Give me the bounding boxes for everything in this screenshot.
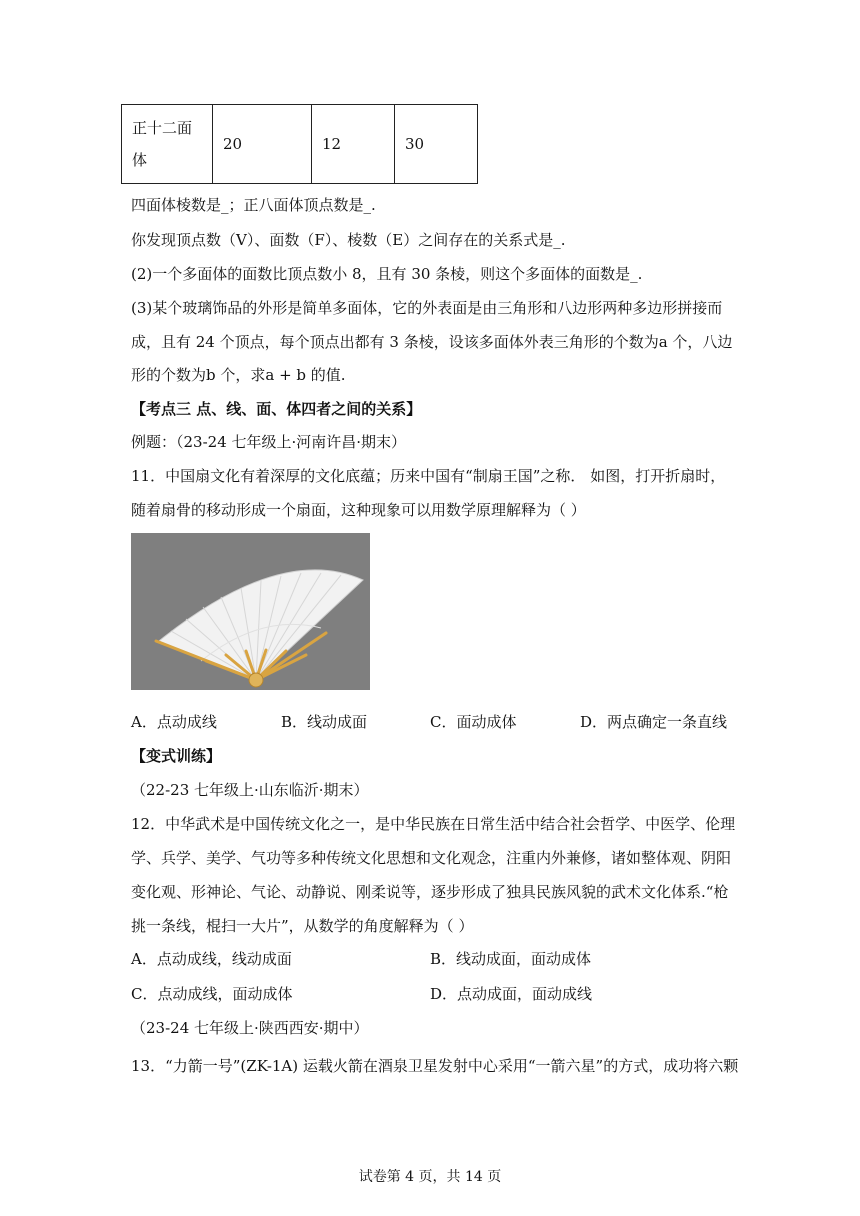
question-12-line: 变化观、形神论、气论、动静说、刚柔说等，逐步形成了独具民族风貌的武术文化体系.“枪 bbox=[131, 883, 729, 901]
folding-fan-image bbox=[131, 533, 370, 690]
option-C: C．点动成线，面动成体 bbox=[131, 985, 293, 1003]
option-C: C．面动成体 bbox=[430, 713, 517, 731]
question-11-line: 随着扇骨的移动形成一个扇面，这种现象可以用数学原理解释为（ ） bbox=[131, 501, 586, 519]
text-line: 成，且有 24 个顶点，每个顶点出都有 3 条棱，设该多面体外表三角形的个数为a 个，八边 bbox=[131, 333, 733, 351]
example-label: 例题：（23-24 七年级上·河南许昌·期末） bbox=[131, 433, 407, 451]
source-label: （23-24 七年级上·陕西西安·期中） bbox=[131, 1019, 369, 1037]
table-cell-vertices: 20 bbox=[213, 105, 312, 184]
table-cell-edges: 30 bbox=[395, 105, 478, 184]
question-12-line: 学、兵学、美学、气功等多种传统文化思想和文化观念，注重内外兼修，诸如整体观、阴阳 bbox=[131, 849, 732, 867]
text-line: 形的个数为b 个，求a + b 的值. bbox=[131, 366, 346, 384]
option-D: D．两点确定一条直线 bbox=[580, 713, 728, 731]
text-line: 你发现顶点数（V）、面数（F）、棱数（E）之间存在的关系式是_. bbox=[131, 231, 566, 249]
option-B: B．线动成面 bbox=[281, 713, 368, 731]
text-line: (2)一个多面体的面数比顶点数小 8，且有 30 条棱，则这个多面体的面数是_. bbox=[131, 265, 643, 283]
question-13-line: 13．“力箭一号”(ZK-1A) 运载火箭在酒泉卫星发射中心采用“一箭六星”的方式，成功将六颗 bbox=[131, 1057, 739, 1075]
page-footer: 试卷第 4 页，共 14 页 bbox=[358, 1169, 502, 1185]
table-cell-name: 正十二面 体 bbox=[122, 105, 213, 184]
question-11-line: 11．中国扇文化有着深厚的文化底蕴；历来中国有“制扇王国”之称． 如图，打开折扇时， bbox=[131, 467, 726, 485]
option-B: B．线动成面，面动成体 bbox=[430, 950, 592, 968]
source-label: （22-23 七年级上·山东临沂·期末） bbox=[131, 781, 369, 799]
question-12-line: 挑一条线，棍扫一大片”，从数学的角度解释为（ ） bbox=[131, 917, 474, 935]
variant-heading: 【变式训练】 bbox=[131, 747, 222, 765]
text-line: 四面体棱数是_；正八面体顶点数是_. bbox=[131, 196, 376, 214]
table-row bbox=[122, 105, 478, 184]
question-12-line: 12．中华武术是中国传统文化之一，是中华民族在日常生活中结合社会哲学、中医学、伦理 bbox=[131, 815, 736, 833]
option-D: D．点动成面，面动成线 bbox=[430, 985, 593, 1003]
section-heading: 【考点三 点、线、面、体四者之间的关系】 bbox=[131, 400, 422, 418]
option-A: A．点动成线 bbox=[131, 713, 217, 731]
text-line: (3)某个玻璃饰品的外形是简单多面体，它的外表面是由三角形和八边形两种多边形拼接而 bbox=[131, 299, 723, 317]
option-A: A．点动成线，线动成面 bbox=[131, 950, 292, 968]
table-cell-faces: 12 bbox=[312, 105, 395, 184]
polyhedron-table bbox=[121, 104, 478, 184]
